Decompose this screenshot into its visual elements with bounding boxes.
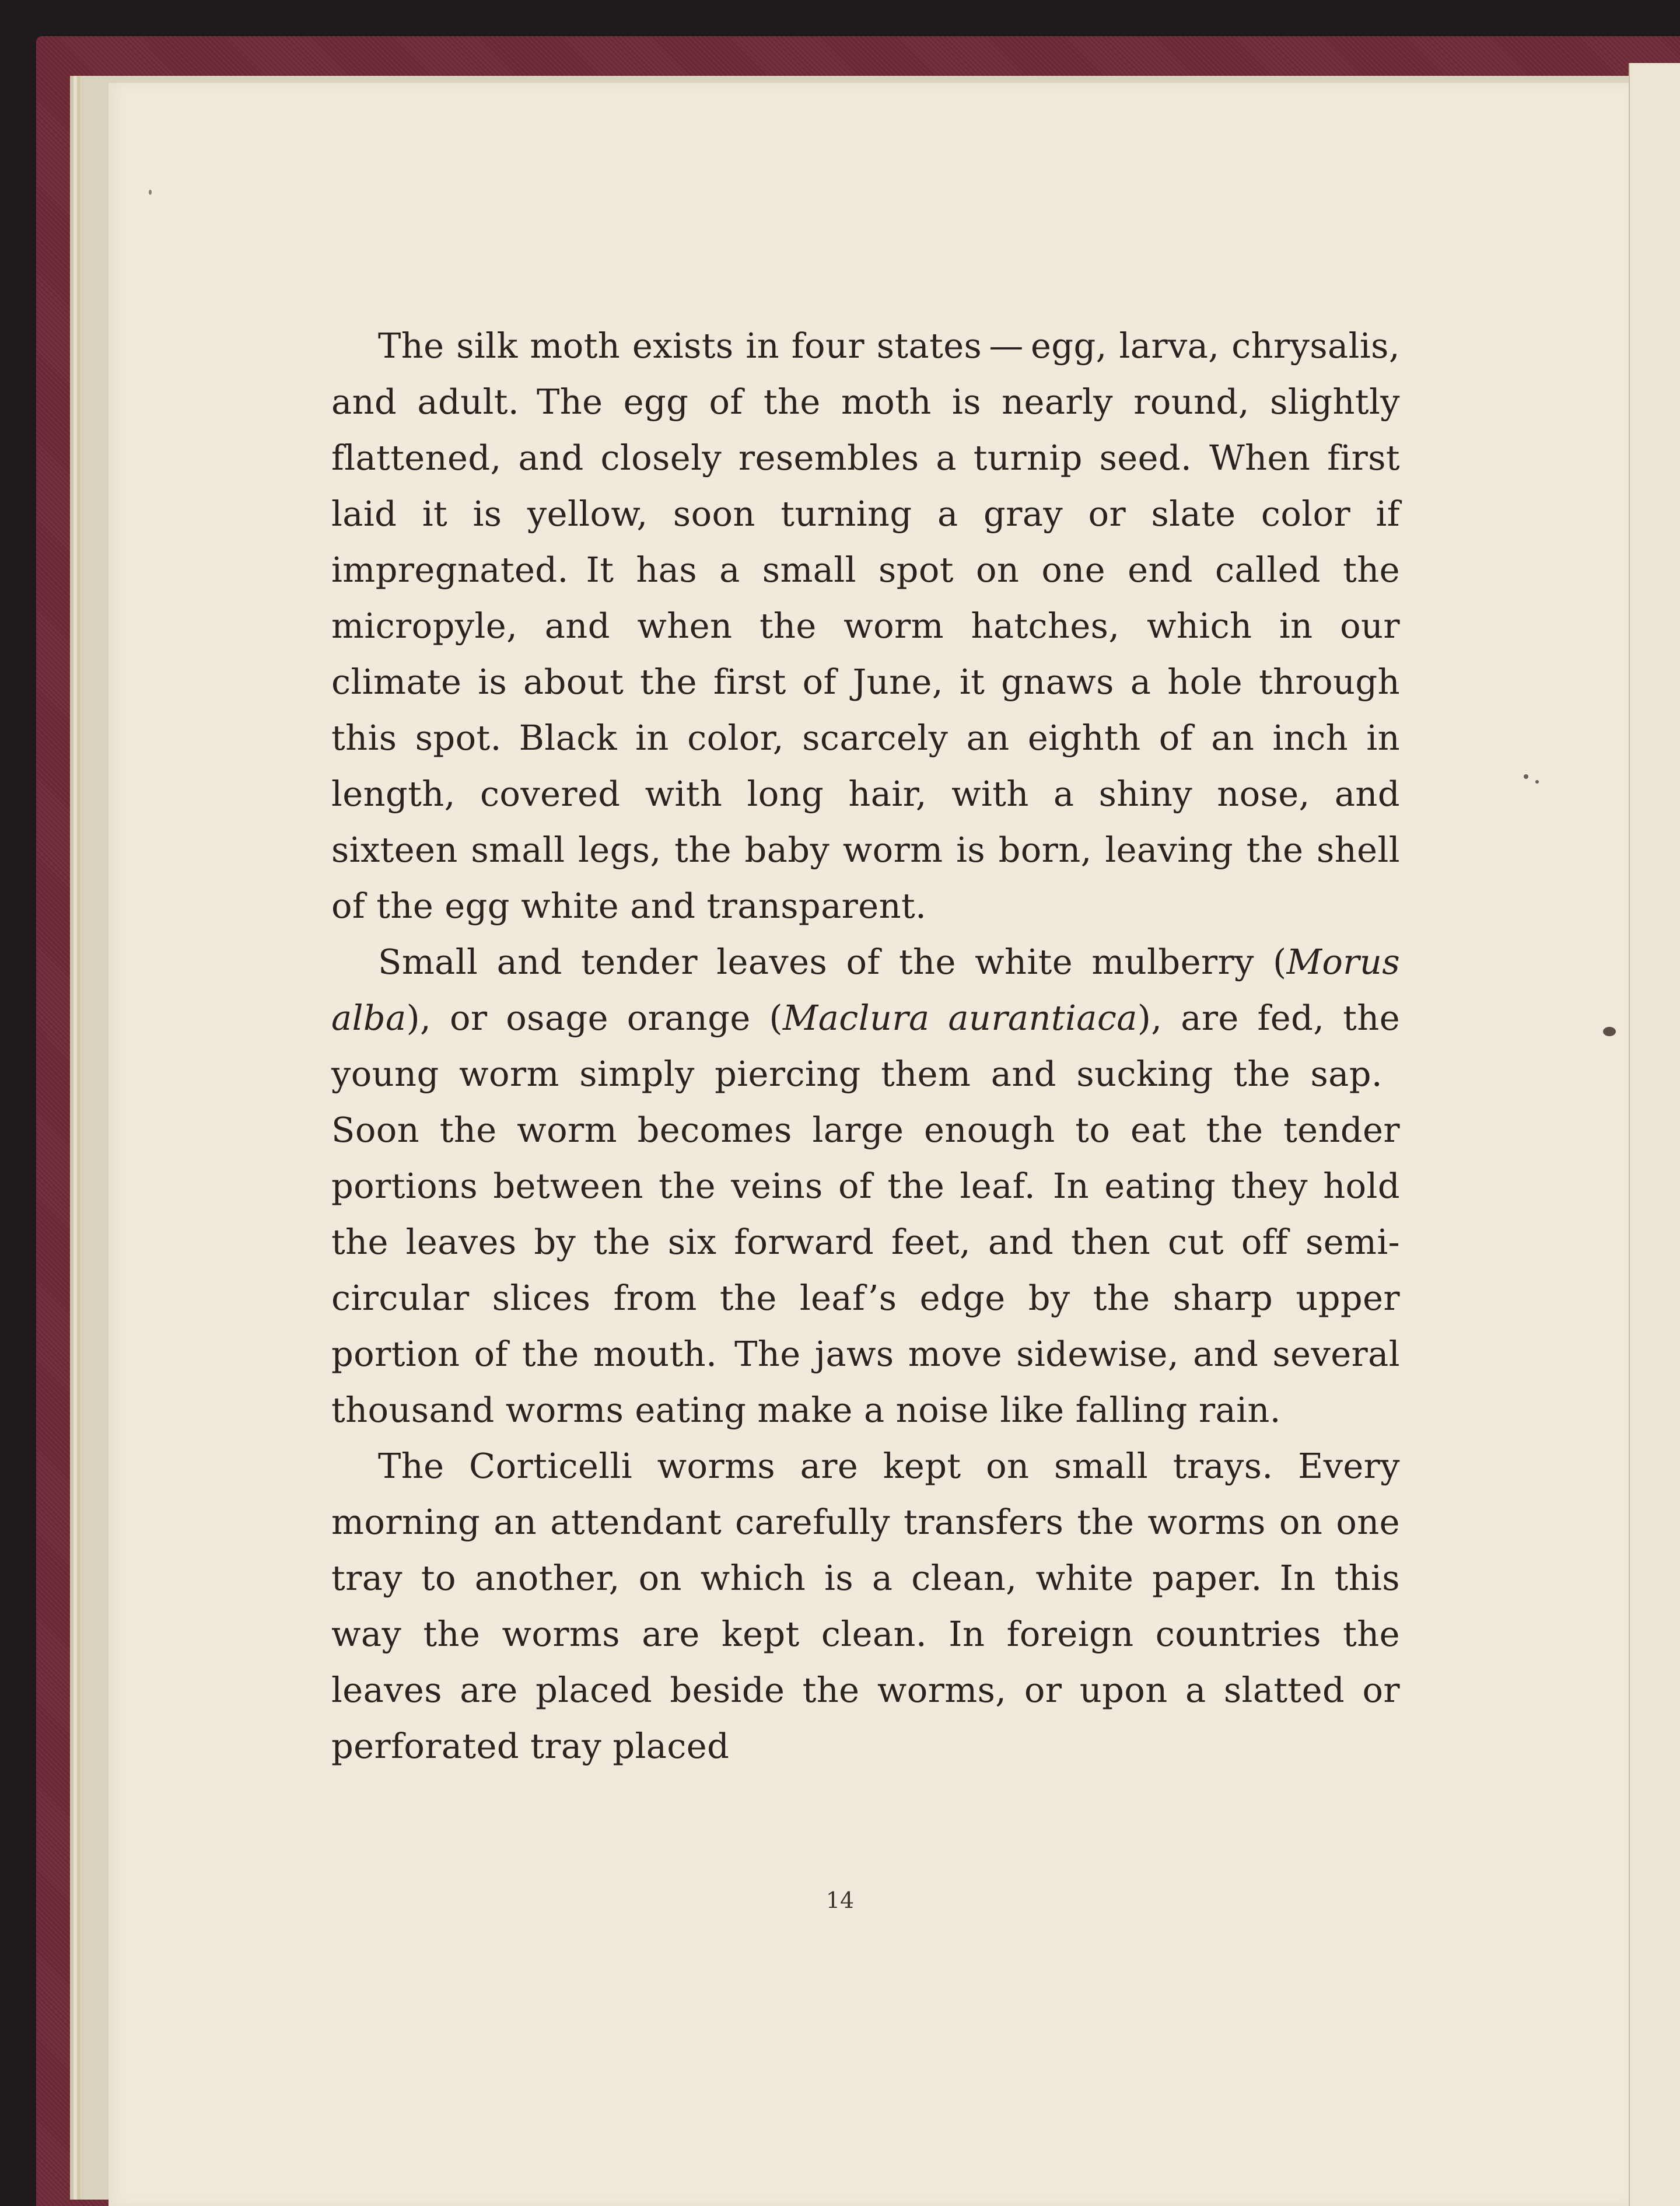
page-number: 14 xyxy=(825,1887,855,1913)
paper-speck xyxy=(149,190,152,195)
body-text xyxy=(331,318,1400,1774)
paper-speck xyxy=(1603,1027,1616,1036)
text-run: The Corticelli worms are kept on small trays. Every morning an attendant carefully transfers the worms on one tray to another, on which is a clean, white paper. In this way the worms are kept clean. In foreign countries the leaves are placed beside the worms, or upon a slatted or perforated tray placed xyxy=(331,1446,1400,1766)
paragraph xyxy=(331,1438,1400,1774)
text-run: The silk moth exists in four states — egg, larva, chrysalis, and adult. The egg of the moth is nearly round, slightly flattened, and closely resembles a turnip seed. When first laid it is yellow, soon turning a gray or slate color if impregnated. It has a small spot on one end called the micropyle, and when the worm hatches, which in our climate is about the first of June, it gnaws a hole through this spot. Black in color, scarcely an eighth of an inch in length, covered with long hair, with a shiny nose, and sixteen small legs, the baby worm is born, leaving the shell of the egg white and transparent. xyxy=(331,326,1400,926)
paragraph xyxy=(331,318,1400,934)
scientific-name: Maclura aurantiaca xyxy=(782,998,1138,1038)
paper-speck xyxy=(1535,780,1539,784)
text-run: ), or osage orange ( xyxy=(406,998,783,1038)
next-page-edge xyxy=(1629,63,1680,2206)
text-run: Small and tender leaves of the white mulberry ( xyxy=(378,942,1287,982)
scientific-name: Morus alba xyxy=(331,942,1400,1038)
paper-speck xyxy=(1524,774,1528,779)
text-run: ), are fed, the young worm simply piercing them and sucking the sap. Soon the worm becomes large enough to eat the tender portions between the veins of the leaf. In eating they hold the leaves by the six forward feet, and then cut off semi-circular slices from the leaf’s edge by the sharp upper portion of the mouth. The jaws move sidewise, and several thousand worms eating make a noise like falling rain. xyxy=(331,998,1401,1430)
paragraph xyxy=(331,934,1400,1438)
